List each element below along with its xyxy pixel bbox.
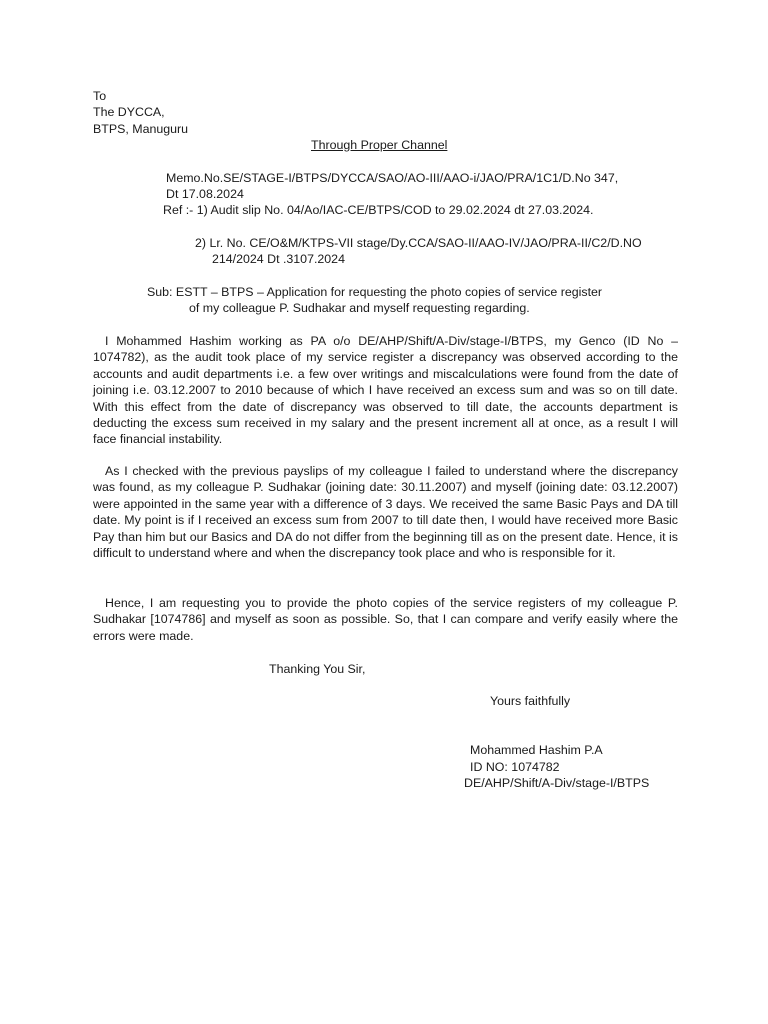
body-paragraph-3-text: Hence, I am requesting you to provide the photo copies of the service registers of my colleague P. Sudhakar [1074786] and myself as soon as possible. So, that I can compare and verify easily where the errors were made. — [93, 596, 678, 643]
address-location: BTPS, Manuguru — [93, 122, 189, 136]
address-to: To — [93, 89, 107, 103]
body-paragraph-2 — [93, 463, 678, 561]
body-paragraph-2-text: As I checked with the previous payslips of my colleague I failed to understand where the discrepancy was found, as my colleague P. Sudhakar (joining date: 30.11.2007) and myself (joining date: 03.12.2007) were appointed in the same year with a difference of 3 days. We received the same Basic Pays and DA till date. My point is if I received an excess sum from 2007 to till date then, I would have received more Basic Pay than him but our Basics and DA do not differ from the beginning till as on the present date. Hence, it is difficult to understand where and when the discrepancy took place and who is responsible for it. — [93, 464, 678, 561]
subject-line-2: of my colleague P. Sudhakar and myself requesting regarding. — [189, 301, 530, 315]
signature-name: Mohammed Hashim P.A — [470, 743, 603, 757]
reference-1: Ref :- 1) Audit slip No. 04/Ao/IAC-CE/BTPS/COD to 29.02.2024 dt 27.03.2024. — [163, 203, 594, 217]
address-recipient: The DYCCA, — [93, 105, 165, 119]
signature-designation: DE/AHP/Shift/A-Div/stage-I/BTPS — [464, 776, 650, 790]
reference-2-line-1: 2) Lr. No. CE/O&M/KTPS-VII stage/Dy.CCA/SAO-II/AAO-IV/JAO/PRA-II/C2/D.NO — [195, 236, 642, 250]
memo-line-2: Dt 17.08.2024 — [166, 187, 244, 201]
signature-id: ID NO: 1074782 — [470, 760, 560, 774]
closing-yours-faithfully: Yours faithfully — [490, 694, 571, 708]
closing-thanks: Thanking You Sir, — [269, 662, 366, 676]
body-paragraph-1-text: I Mohammed Hashim working as PA o/o DE/AHP/Shift/A-Div/stage-I/BTPS, my Genco (ID No – 1074782), as the audit took place of my service register a discrepancy was observed according to the accounts and audit departments i.e. a few over writings and miscalculations were found from the date of joining i.e. 03.12.2007 to 2010 because of which I have received an excess sum and was so on till date. With this effect from the date of discrepancy was observed to till date, the accounts department is deducting the excess sum received in my salary and the present increment all at once, as a result I will face financial instability. — [93, 334, 678, 447]
reference-2-line-2: 214/2024 Dt .3107.2024 — [212, 252, 345, 266]
subject-line-1: Sub: ESTT – BTPS – Application for requesting the photo copies of service register — [147, 285, 603, 299]
through-proper-channel: Through Proper Channel — [311, 138, 448, 152]
memo-line-1: Memo.No.SE/STAGE-I/BTPS/DYCCA/SAO/AO-III/AAO-i/JAO/PRA/1C1/D.No 347, — [166, 171, 619, 185]
body-paragraph-1 — [93, 333, 678, 448]
body-paragraph-3 — [93, 595, 678, 644]
